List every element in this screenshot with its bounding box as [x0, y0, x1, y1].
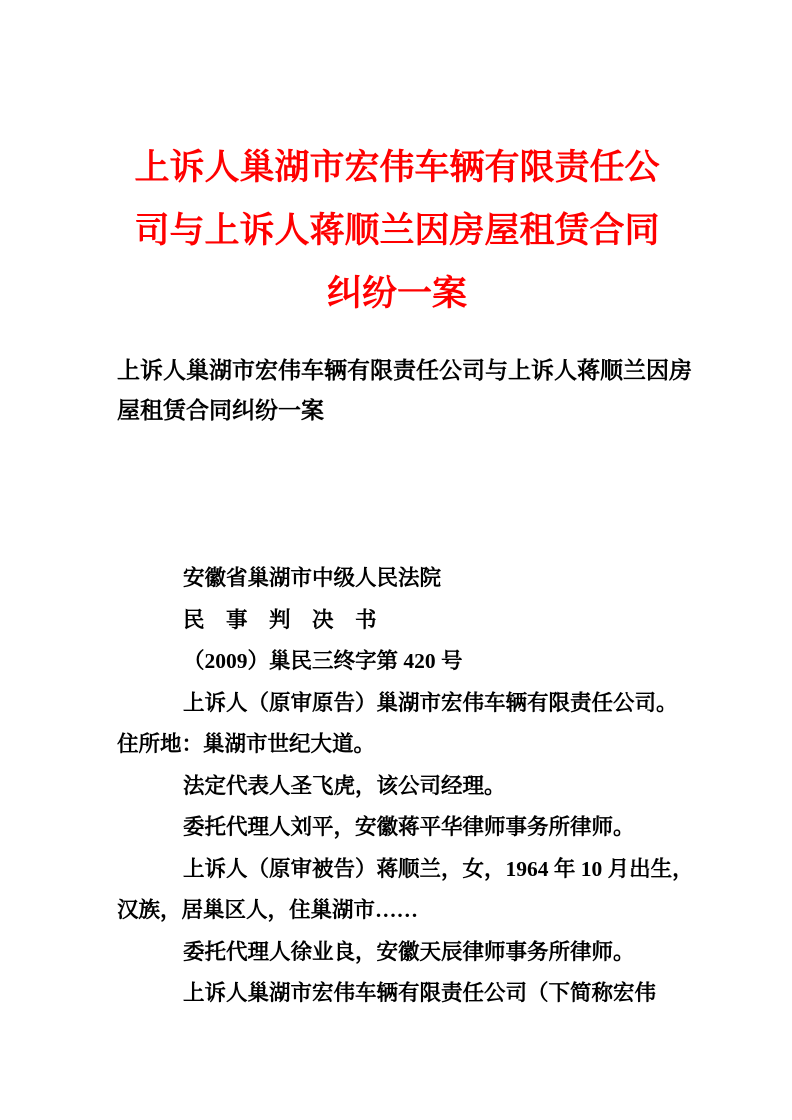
title-line-2: 司与上诉人蒋顺兰因房屋租赁合同: [134, 211, 660, 250]
body-last-line: 上诉人巢湖市宏伟车辆有限责任公司（下简称宏伟: [183, 981, 657, 1005]
document-subtitle: [117, 351, 694, 431]
title-line-3: 纠纷一案: [326, 274, 467, 313]
legal-representative-line: 法定代表人圣飞虎，该公司经理。: [183, 773, 506, 798]
agent-xuyeliang-line: 委托代理人徐业良，安徽天辰律师事务所律师。: [183, 939, 635, 964]
document-type-line: 民 事 判 决 书: [183, 607, 377, 632]
document-body: [117, 558, 694, 1015]
court-name-line: 安徽省巢湖市中级人民法院: [183, 566, 442, 590]
appellant-address-line: 住所地：巢湖市世纪大道。: [117, 732, 376, 756]
document-title: [117, 136, 677, 325]
appellant-plaintiff-line: 上诉人（原审原告）巢湖市宏伟车辆有限责任公司。: [183, 690, 678, 715]
appellant-defendant-line: 上诉人（原审被告）蒋顺兰，女，1964 年 10 月出生，: [183, 856, 694, 881]
title-line-1: 上诉人巢湖市宏伟车辆有限责任公: [134, 148, 660, 187]
subtitle-line-2: 屋租赁合同纠纷一案: [117, 398, 324, 423]
subtitle-line-1: 上诉人巢湖市宏伟车辆有限责任公司与上诉人蒋顺兰因房: [117, 358, 692, 383]
case-number-line: （2009）巢民三终字第 420 号: [183, 649, 463, 673]
appellant-defendant-line-continued: 汉族，居巢区人，住巢湖市……: [117, 898, 419, 922]
agent-liuping-line: 委托代理人刘平，安徽蒋平华律师事务所律师。: [183, 815, 635, 839]
